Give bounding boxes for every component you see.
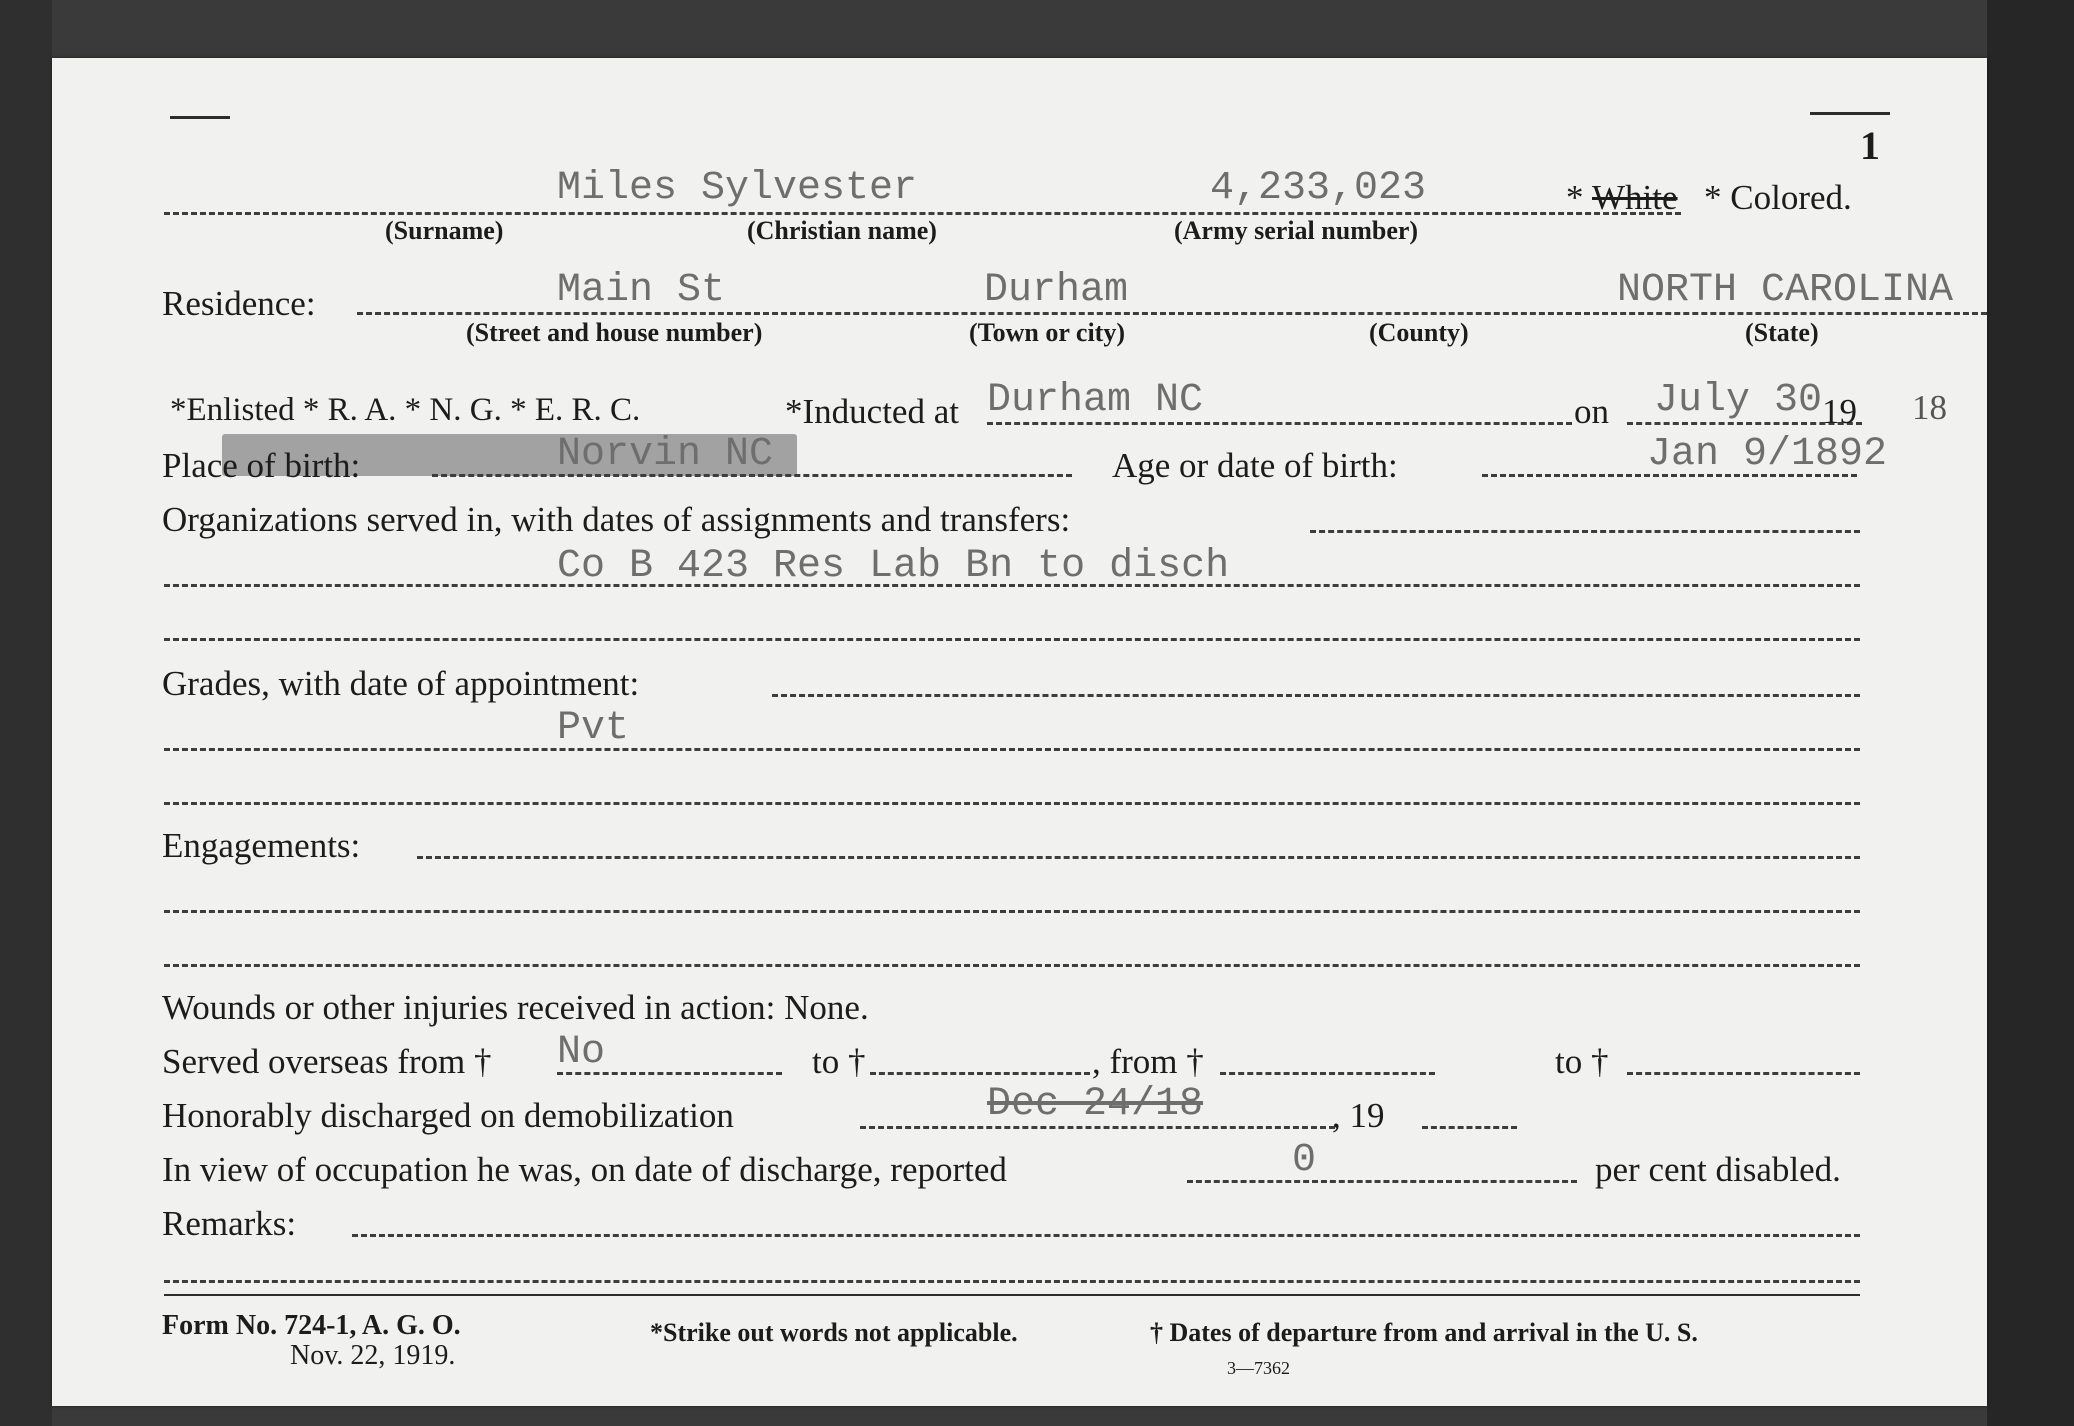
grades-label: Grades, with date of appointment: [162, 664, 640, 703]
state-value: NORTH CAROLINA [1617, 268, 1954, 313]
disabled-line [1187, 1180, 1577, 1183]
inducted-date-value: July 30 [1654, 378, 1823, 423]
year-prefix: 19 [1822, 392, 1857, 431]
state-caption: (State) [1745, 318, 1819, 347]
county-caption: (County) [1369, 318, 1469, 347]
orgs-line-1 [1310, 530, 1860, 533]
disabled-value: 0 [1292, 1138, 1317, 1183]
discharged-label: Honorably discharged on demobilization [162, 1096, 734, 1135]
christian-caption: (Christian name) [747, 216, 937, 245]
serial-caption: (Army serial number) [1174, 216, 1419, 245]
to2-label: to † [1555, 1042, 1609, 1081]
grades-line-2 [164, 748, 1860, 751]
birthplace-label: Place of birth: [162, 446, 361, 485]
surname-caption: (Surname) [385, 216, 504, 245]
footnote-dates: † Dates of departure from and arrival in the U. S. [1150, 1318, 1698, 1347]
orgs-line-3 [164, 638, 1860, 641]
form-date: Nov. 22, 1919. [290, 1340, 456, 1371]
discharged-year: , 19 [1332, 1096, 1385, 1135]
dob-label: Age or date of birth: [1112, 446, 1398, 485]
town-caption: (Town or city) [969, 318, 1125, 347]
top-right-rule [1810, 112, 1890, 115]
overseas-label: Served overseas from † [162, 1042, 492, 1081]
remarks-line-2 [164, 1280, 1860, 1283]
star-white: * [1566, 178, 1584, 217]
engagements-label: Engagements: [162, 826, 361, 865]
service-record-card [52, 58, 1987, 1406]
grades-line-1 [772, 694, 1860, 697]
disabled-suffix: per cent disabled. [1595, 1150, 1841, 1189]
scan-right-margin [1987, 0, 2074, 1426]
grades-value: Pvt [557, 706, 630, 751]
card-number: 1 [1860, 123, 1880, 168]
discharged-value: Dec 24/18 [987, 1082, 1204, 1127]
wounds-label: Wounds or other injuries received in action: None. [162, 988, 869, 1027]
form-number: Form No. 724-1, A. G. O. [162, 1310, 461, 1341]
inducted-value: Durham NC [987, 378, 1204, 423]
town-value: Durham [984, 268, 1129, 313]
overseas-to-line [870, 1072, 1090, 1075]
to-label: to † [812, 1042, 866, 1081]
orgs-label: Organizations served in, with dates of assignments and transfers: [162, 500, 1071, 539]
print-code: 3—7362 [1227, 1358, 1290, 1378]
grades-line-3 [164, 802, 1860, 805]
dob-value: Jan 9/1892 [1647, 432, 1888, 477]
overseas-to2-line [1627, 1072, 1860, 1075]
surname-line [164, 212, 1681, 215]
street-value: Main St [557, 268, 726, 313]
birthplace-value: Norvin NC [557, 432, 774, 477]
serial-value: 4,233,023 [1210, 166, 1427, 211]
discharged-year-line [1422, 1126, 1517, 1129]
year-value: 18 [1912, 388, 1947, 427]
footer-rule [164, 1294, 1860, 1296]
inducted-label: *Inducted at [785, 392, 959, 431]
occupation-label: In view of occupation he was, on date of discharge, reported [162, 1150, 1007, 1189]
top-left-rule [170, 116, 230, 119]
engagements-line-2 [164, 910, 1860, 913]
overseas-value: No [557, 1030, 606, 1075]
engagements-line-1 [417, 856, 1860, 859]
colored-label: * Colored. [1704, 178, 1852, 217]
overseas-from2-line [1220, 1072, 1435, 1075]
residence-label: Residence: [162, 284, 316, 323]
footnote-strike: *Strike out words not applicable. [650, 1318, 1018, 1347]
orgs-value: Co B 423 Res Lab Bn to disch [557, 544, 1230, 589]
enlisted-label: *Enlisted * R. A. * N. G. * E. R. C. [170, 392, 641, 428]
remarks-line-1 [352, 1234, 1860, 1237]
remarks-label: Remarks: [162, 1204, 297, 1243]
scan-left-margin [0, 0, 52, 1426]
white-label: White [1592, 178, 1678, 217]
on-label: on [1574, 392, 1609, 431]
street-caption: (Street and house number) [466, 318, 763, 347]
surname-value: Miles Sylvester [557, 166, 918, 211]
from-label: , from † [1092, 1042, 1204, 1081]
engagements-line-3 [164, 964, 1860, 967]
